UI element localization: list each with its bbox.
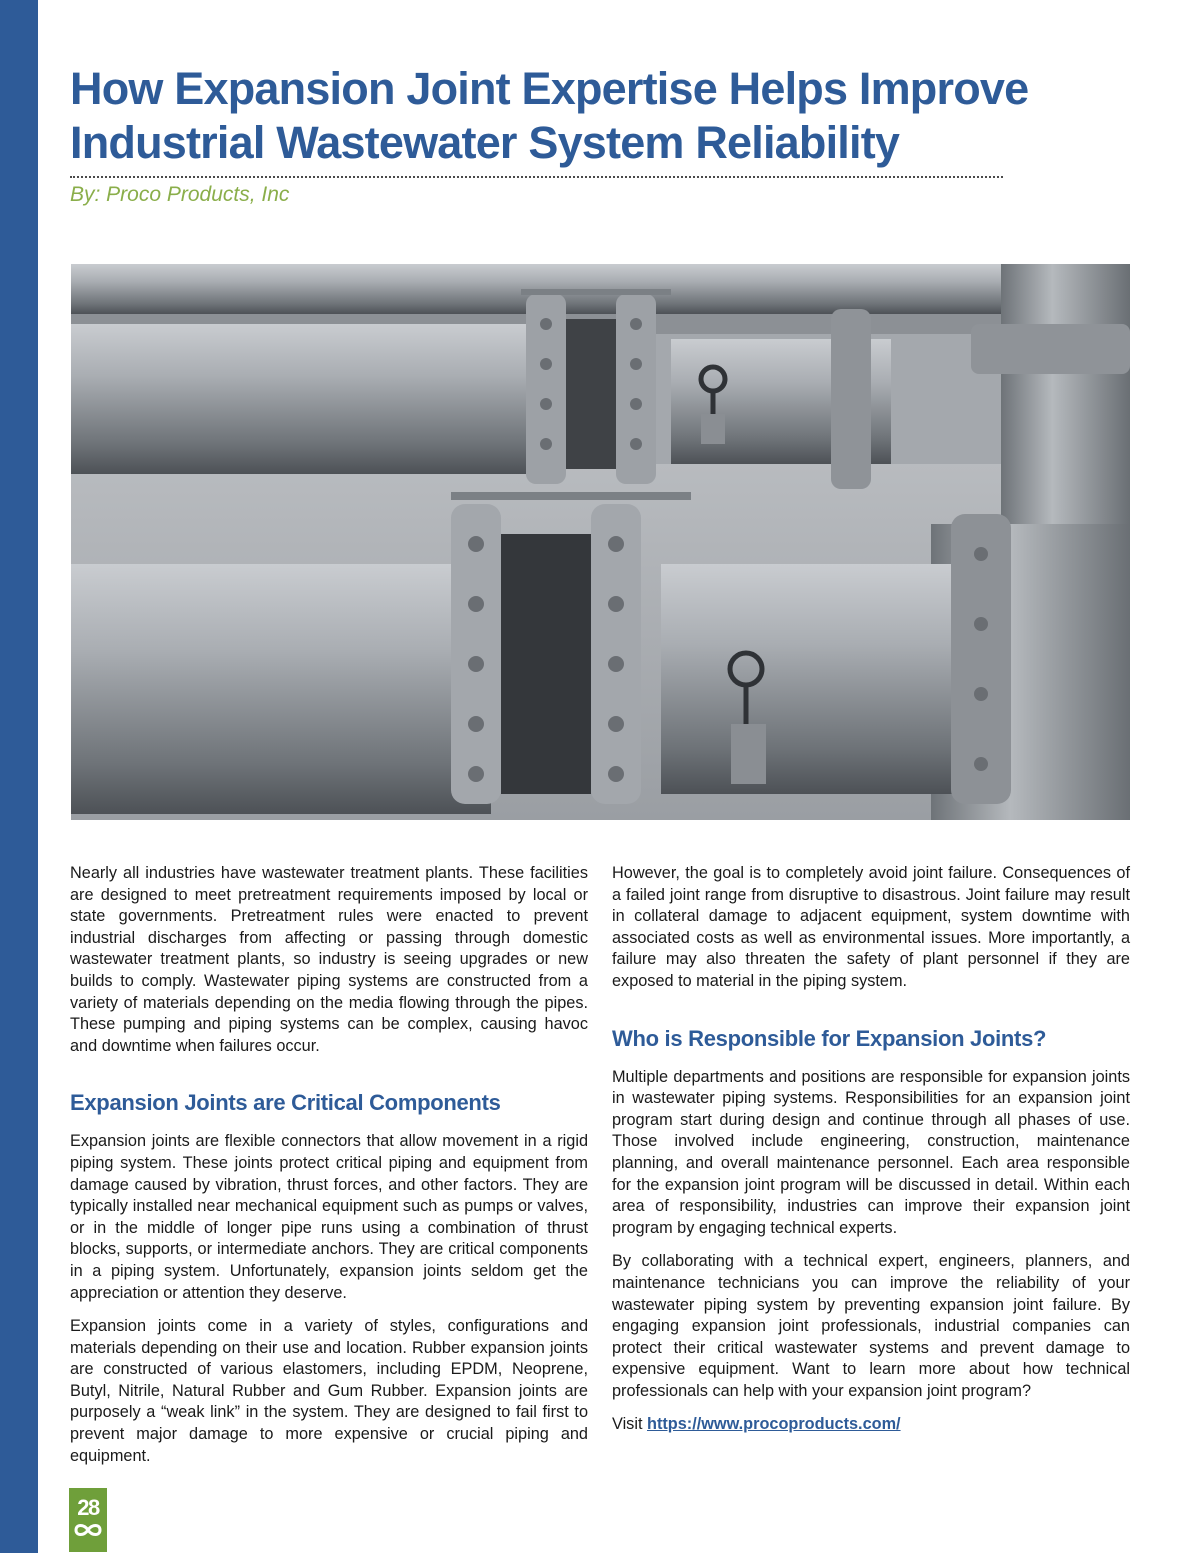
paragraph: However, the goal is to completely avoid joint failure. Consequences of a failed joint range from disruptive to disastrous. Joint failure may result in collateral damage to adjacent equipment, system downtime with associated costs as well as environmental issues. More importantly, a failure may also threaten the safety of plant personnel if they are exposed to material in the piping system. xyxy=(612,864,1130,990)
page-title-line-1: How Expansion Joint Expertise Helps Improve xyxy=(70,63,1029,114)
paragraph: Expansion joints come in a variety of styles, configurations and materials depending on their use and location. Rubber expansion joints are constructed of various elastomers, including EPDM, Neoprene, Butyl, Nitrile, Natural Rubber and Gum Rubber. Expansion joints are purposely a “weak link” in the system. They are designed to fail first to prevent major damage to more expensive or crucial piping and equipment. xyxy=(70,1317,588,1465)
page-number-badge xyxy=(69,1488,107,1552)
page-title xyxy=(70,62,1070,170)
left-column xyxy=(70,863,588,1479)
section-heading-responsible: Who is Responsible for Expansion Joints? xyxy=(612,1025,1047,1051)
visit-line xyxy=(612,1414,1130,1436)
byline: By: Proco Products, Inc xyxy=(70,183,290,206)
paragraph: By collaborating with a technical expert, engineers, planners, and maintenance technicians you can improve the reliability of your wastewater piping system by preventing expansion joint failure. By engaging expansion joint professionals, industrial companies can protect their critical wastewater systems and prevent damage to expensive equipment. Want to learn more about how technical professionals can help with your expansion joint program? xyxy=(612,1252,1130,1400)
website-link[interactable]: https://www.procoproducts.com/ xyxy=(647,1415,901,1434)
sidebar-accent-bar xyxy=(0,0,38,1553)
visit-label: Visit xyxy=(612,1415,647,1434)
page-title-line-2: Industrial Wastewater System Reliability xyxy=(70,117,900,168)
title-divider xyxy=(70,176,1003,178)
infinity-icon xyxy=(73,1522,103,1538)
industrial-pipes-photo xyxy=(71,264,1130,820)
paragraph: Expansion joints are flexible connectors that allow movement in a rigid piping system. These joints protect critical piping and equipment from damage caused by vibration, thrust forces, and other factors. They are typically installed near mechanical equipment such as pumps or valves, or in the middle of longer pipe runs using a combination of thrust blocks, supports, or intermediate anchors. They are critical components in a piping system. Unfortunately, expansion joints seldom get the appreciation or attention they deserve. xyxy=(70,1132,588,1302)
section-heading-critical-components: Expansion Joints are Critical Components xyxy=(70,1090,501,1116)
right-column xyxy=(612,863,1130,1448)
paragraph: Multiple departments and positions are responsible for expansion joints in wastewater piping systems. Responsibilities for an expansion joint program start during design and continue through all phases of use. Those involved include engineering, construction, maintenance planning, and overall maintenance personnel. Each area responsible for the expansion joint program will be discussed in detail. Within each area of responsibility, industries can improve their expansion joint program by engaging technical experts. xyxy=(612,1067,1130,1237)
page-number: 28 xyxy=(77,1495,99,1520)
intro-paragraph: Nearly all industries have wastewater treatment plants. These facilities are designed to meet pretreatment requirements imposed by local or state governments. Pretreatment rules were enacted to prevent industrial discharges from affecting or passing through domestic wastewater treatment plants, so industry is seeing upgrades or new builds to comply. Wastewater piping systems are constructed from a variety of materials depending on the media flowing through the pipes. These pumping and piping systems can be complex, causing havoc and downtime when failures occur. xyxy=(70,864,588,1055)
